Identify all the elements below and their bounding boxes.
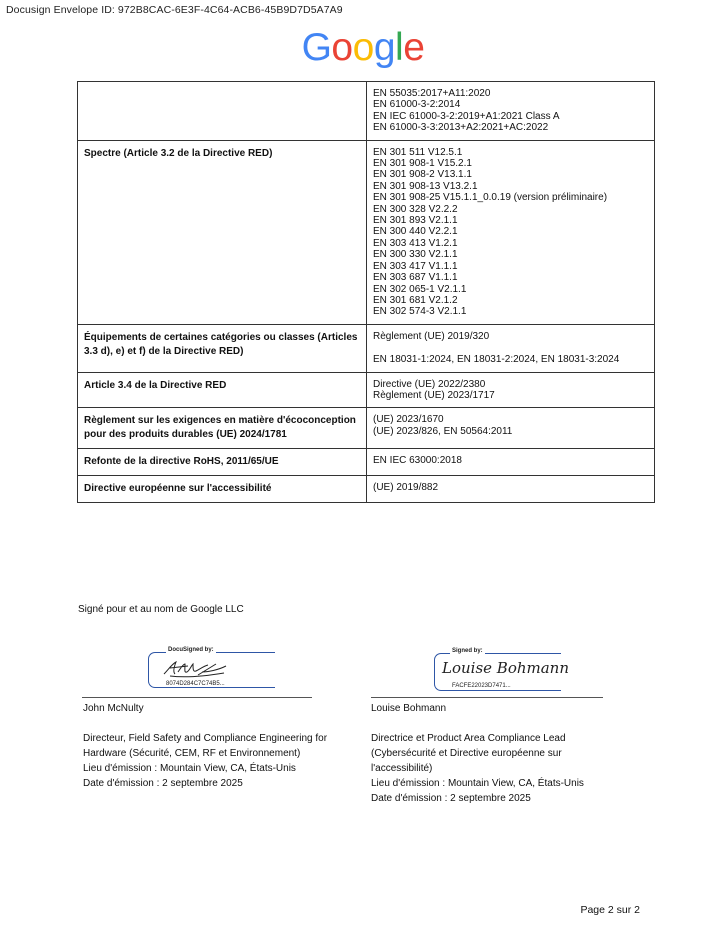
signatory-name: Louise Bohmann: [371, 703, 447, 714]
requirement-values: [367, 140, 655, 324]
requirement-values: [367, 408, 655, 449]
standard-reference: EN 61000-3-3:2013+A2:2021+AC:2022: [373, 122, 549, 134]
logo-letter: o: [331, 26, 353, 69]
requirement-values: [367, 372, 655, 408]
table-row: [78, 449, 655, 476]
standard-reference: [373, 342, 648, 354]
requirement-values: [367, 324, 655, 372]
standard-reference: EN 302 574-3 V2.1.1: [373, 306, 467, 318]
signature-hash: FACFE22023D7471...: [452, 683, 511, 689]
standard-reference: EN 302 065-1 V2.1.1: [373, 283, 467, 295]
signature-hash: 8074D284C7C74B5...: [166, 681, 225, 687]
standard-reference: Règlement (UE) 2023/1717: [373, 389, 495, 401]
google-logo: [0, 26, 726, 70]
requirement-values: [367, 82, 655, 141]
handwritten-signature-2: Louise Bohmann: [442, 659, 569, 677]
standard-reference: (UE) 2019/882: [373, 482, 439, 494]
standard-reference: EN IEC 61000-3-2:2019+A1:2021 Class A: [373, 110, 560, 122]
signatory-detail: l'accessibilité): [371, 763, 433, 774]
signatory-detail: Date d'émission : 2 septembre 2025: [83, 778, 243, 789]
signatory-detail: (Cybersécurité et Directive européenne sur: [371, 748, 562, 759]
standard-reference: EN 18031-1:2024, EN 18031-2:2024, EN 18031-3:2024: [373, 354, 620, 366]
requirement-key: Refonte de la directive RoHS, 2011/65/UE: [78, 449, 367, 476]
signature-block-2: [434, 648, 574, 692]
signature-line-2: [371, 697, 603, 698]
signature-line-1: [82, 697, 312, 698]
standard-reference: EN 300 330 V2.1.1: [373, 249, 458, 261]
table-row: [78, 476, 655, 503]
requirement-key: Équipements de certaines catégories ou classes (Articles 3.3 d), e) et f) de la Directive RED): [78, 324, 367, 372]
logo-letter: l: [395, 26, 404, 69]
signatory-name: John McNulty: [83, 703, 144, 714]
signatory-detail: Lieu d'émission : Mountain View, CA, États-Unis: [371, 778, 584, 789]
signatory-2: [371, 701, 584, 806]
standard-reference: EN 301 681 V2.1.2: [373, 294, 458, 306]
standard-reference: EN 303 687 V1.1.1: [373, 272, 458, 284]
standard-reference: EN 55035:2017+A11:2020: [373, 88, 491, 99]
standard-reference: (UE) 2023/1670: [373, 414, 444, 426]
requirements-table: [77, 81, 655, 503]
standard-reference: EN IEC 63000:2018: [373, 455, 462, 467]
standard-reference: EN 303 417 V1.1.1: [373, 260, 458, 272]
standard-reference: Règlement (UE) 2019/320: [373, 330, 490, 342]
standard-reference: EN 301 511 V12.5.1: [373, 146, 463, 158]
logo-letter: e: [403, 26, 425, 69]
signature-header: DocuSigned by:: [168, 647, 214, 653]
requirement-key: Article 3.4 de la Directive RED: [78, 372, 367, 408]
table-row: [78, 408, 655, 449]
signatory-1: [83, 701, 327, 791]
standard-reference: EN 61000-3-2:2014: [373, 99, 461, 111]
requirement-key: Directive européenne sur l'accessibilité: [78, 476, 367, 503]
handwritten-signature-1: [160, 658, 250, 682]
logo-letter: G: [301, 26, 332, 69]
page-number: Page 2 sur 2: [580, 904, 640, 916]
signatory-detail: Directrice et Product Area Compliance Lead: [371, 733, 566, 744]
standard-reference: (UE) 2023/826, EN 50564:2011: [373, 425, 513, 437]
table-row: [78, 82, 655, 141]
requirement-values: [367, 476, 655, 503]
signatory-detail: Lieu d'émission : Mountain View, CA, États-Unis: [83, 763, 296, 774]
requirement-key: Spectre (Article 3.2 de la Directive RED): [78, 140, 367, 324]
table-row: [78, 372, 655, 408]
table-row: [78, 324, 655, 372]
standard-reference: EN 301 908-1 V15.2.1: [373, 158, 472, 170]
signatory-detail: Directeur, Field Safety and Compliance Engineering for: [83, 733, 328, 744]
standard-reference: EN 301 908-2 V13.1.1: [373, 169, 472, 181]
standard-reference: EN 301 893 V2.1.1: [373, 215, 458, 227]
signatory-detail: Date d'émission : 2 septembre 2025: [371, 793, 531, 804]
signatory-detail: Hardware (Sécurité, CEM, RF et Environnement): [83, 748, 301, 759]
requirement-values: [367, 449, 655, 476]
envelope-id: Docusign Envelope ID: 972B8CAC-6E3F-4C64-ACB6-45B9D7D5A7A9: [6, 4, 343, 16]
standard-reference: Directive (UE) 2022/2380: [373, 378, 486, 390]
logo-letter: g: [373, 26, 396, 69]
standard-reference: EN 301 908-13 V13.2.1: [373, 180, 478, 192]
requirement-key: Règlement sur les exigences en matière d'écoconception pour des produits durables (UE) 2024/1781: [78, 408, 367, 449]
signature-header: Signed by:: [452, 648, 483, 654]
standard-reference: EN 300 440 V2.2.1: [373, 226, 458, 238]
signature-block-1: [148, 648, 288, 690]
table-row: [78, 140, 655, 324]
standard-reference: EN 303 413 V1.2.1: [373, 237, 458, 249]
standard-reference: EN 301 908-25 V15.1.1_0.0.19 (version préliminaire): [373, 192, 608, 204]
signed-for-text: Signé pour et au nom de Google LLC: [78, 604, 244, 615]
requirement-key: [78, 82, 367, 141]
logo-letter: o: [352, 26, 374, 69]
standard-reference: EN 300 328 V2.2.2: [373, 203, 458, 215]
